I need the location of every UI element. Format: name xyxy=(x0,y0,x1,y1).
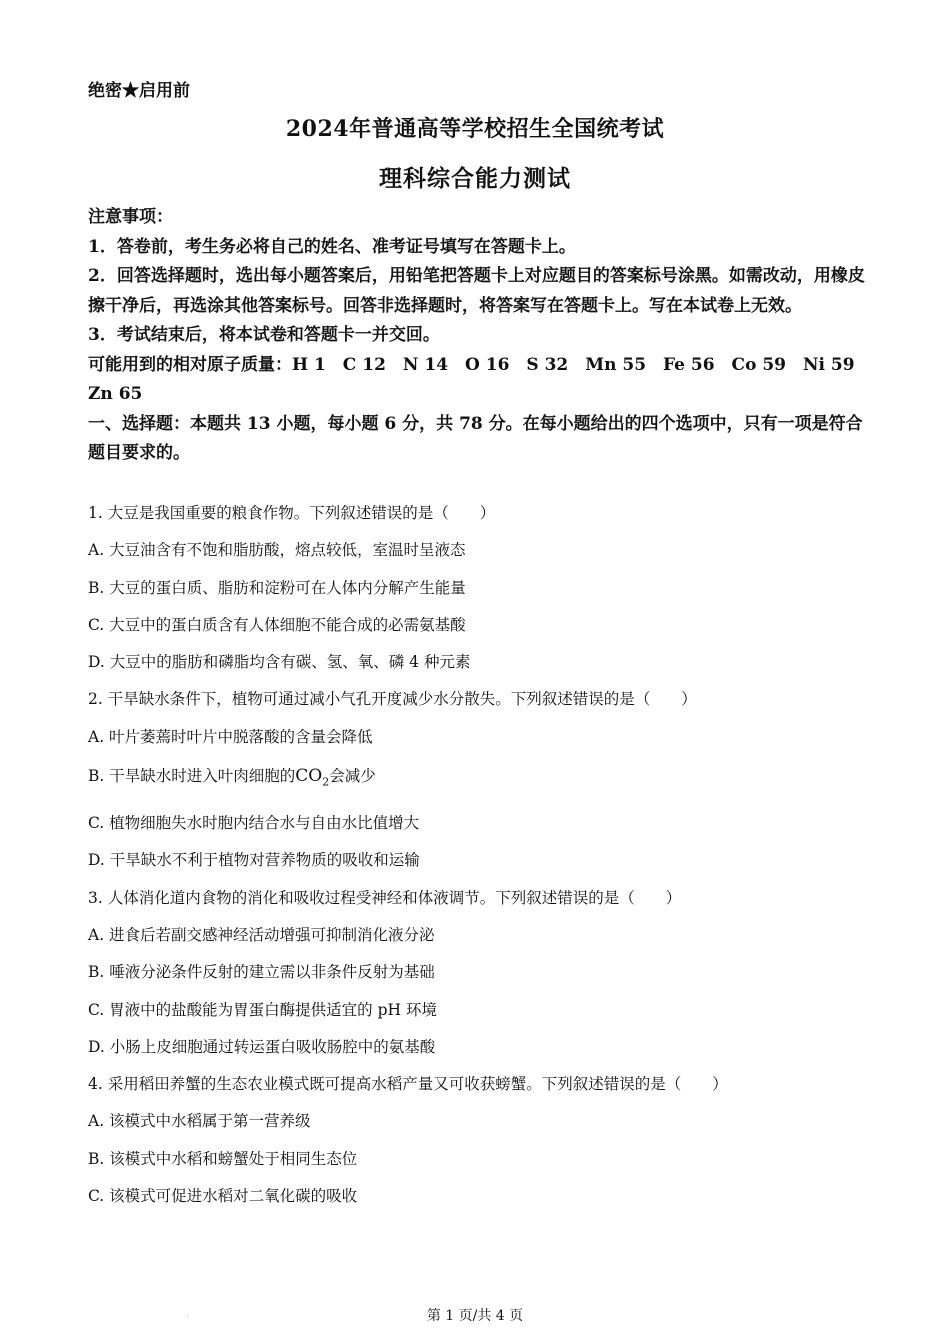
question-3-option-d: D. 小肠上皮细胞通过转运蛋白吸收肠腔中的氨基酸 xyxy=(88,1037,436,1056)
question-1-option-b: B. 大豆的蛋白质、脂肪和淀粉可在人体内分解产生能量 xyxy=(88,578,466,597)
question-2-option-b-text: B. 干旱缺水时进入叶肉细胞的 xyxy=(88,767,296,786)
question-2-option-b-suffix: 会减少 xyxy=(329,767,376,786)
questions-list xyxy=(88,503,868,1223)
question-1-option-c: C. 大豆中的蛋白质含有人体细胞不能合成的必需氨基酸 xyxy=(88,615,466,634)
question-4-option-a: A. 该模式中水稻属于第一营养级 xyxy=(88,1112,311,1131)
question-4-option-b: B. 该模式中水稻和螃蟹处于相同生态位 xyxy=(88,1149,358,1168)
question-2-option-b xyxy=(88,764,868,813)
section-intro: 一、选择题：本题共 13 小题，每小题 6 分，共 78 分。在每小题给出的四个选项中，只有一项是符合题目要求的。 xyxy=(88,413,863,463)
co2-formula xyxy=(295,766,330,789)
exam-title: 2024年普通高等学校招生全国统考试 xyxy=(285,116,665,142)
question-3-stem: 3. 人体消化道内食物的消化和吸收过程受神经和体液调节。下列叙述错误的是（ ） xyxy=(88,888,682,907)
secret-label: 绝密★启用前 xyxy=(88,81,190,101)
note-item-3: 3．考试结束后，将本试卷和答题卡一并交回。 xyxy=(88,325,440,345)
question-1-stem: 1. 大豆是我国重要的粮食作物。下列叙述错误的是（ ） xyxy=(88,504,496,522)
question-3-option-a: A. 进食后若副交感神经活动增强可抑制消化液分泌 xyxy=(88,925,435,944)
page-number: 第 1 页/共 4 页 xyxy=(426,1308,524,1324)
note-item-1: 1．答卷前，考生务必将自己的姓名、准考证号填写在答题卡上。 xyxy=(88,236,576,257)
question-1-option-d: D. 大豆中的脂肪和磷脂均含有碳、氢、氧、磷 4 种元素 xyxy=(88,653,471,672)
co2-subscript: 2 xyxy=(322,775,330,789)
question-4-option-c: C. 该模式可促进水稻对二氧化碳的吸收 xyxy=(88,1187,358,1206)
question-3-option-b: B. 唾液分泌条件反射的建立需以非条件反射为基础 xyxy=(88,963,435,982)
co2-main: CO xyxy=(295,766,323,787)
atomic-masses: 可能用到的相对原子质量：H 1 C 12 N 14 O 16 S 32 Mn 55 Fe 56 Co 59 Ni 59 Zn 65 xyxy=(88,354,872,404)
question-1-option-a: A. 大豆油含有不饱和脂肪酸，熔点较低，室温时呈液态 xyxy=(88,541,466,560)
footer-mark: . xyxy=(186,1309,189,1319)
question-2-option-a: A. 叶片萎蔫时叶片中脱落酸的含量会降低 xyxy=(88,727,373,746)
question-3-option-c: C. 胃液中的盐酸能为胃蛋白酶提供适宜的 pH 环境 xyxy=(88,1000,437,1019)
notes-section xyxy=(88,203,872,469)
question-2-option-c: C. 植物细胞失水时胞内结合水与自由水比值增大 xyxy=(88,814,420,833)
exam-subtitle: 理科综合能力测试 xyxy=(379,165,571,192)
question-2-stem: 2. 干旱缺水条件下，植物可通过减小气孔开度减少水分散失。下列叙述错误的是（ ） xyxy=(88,690,697,709)
notes-heading: 注意事项： xyxy=(88,207,173,227)
question-2-option-d: D. 干旱缺水不利于植物对营养物质的吸收和运输 xyxy=(88,851,420,870)
note-item-2: 2．回答选择题时，选出每小题答案后，用铅笔把答题卡上对应题目的答案标号涂黑。如需改动，用橡皮擦干净后，再选涂其他答案标号。回答非选择题时，将答案写在答题卡上。写在本试卷上无效。 xyxy=(88,266,865,316)
question-4-stem: 4. 采用稻田养蟹的生态农业模式既可提高水稻产量又可收获螃蟹。下列叙述错误的是（ ） xyxy=(88,1075,728,1094)
